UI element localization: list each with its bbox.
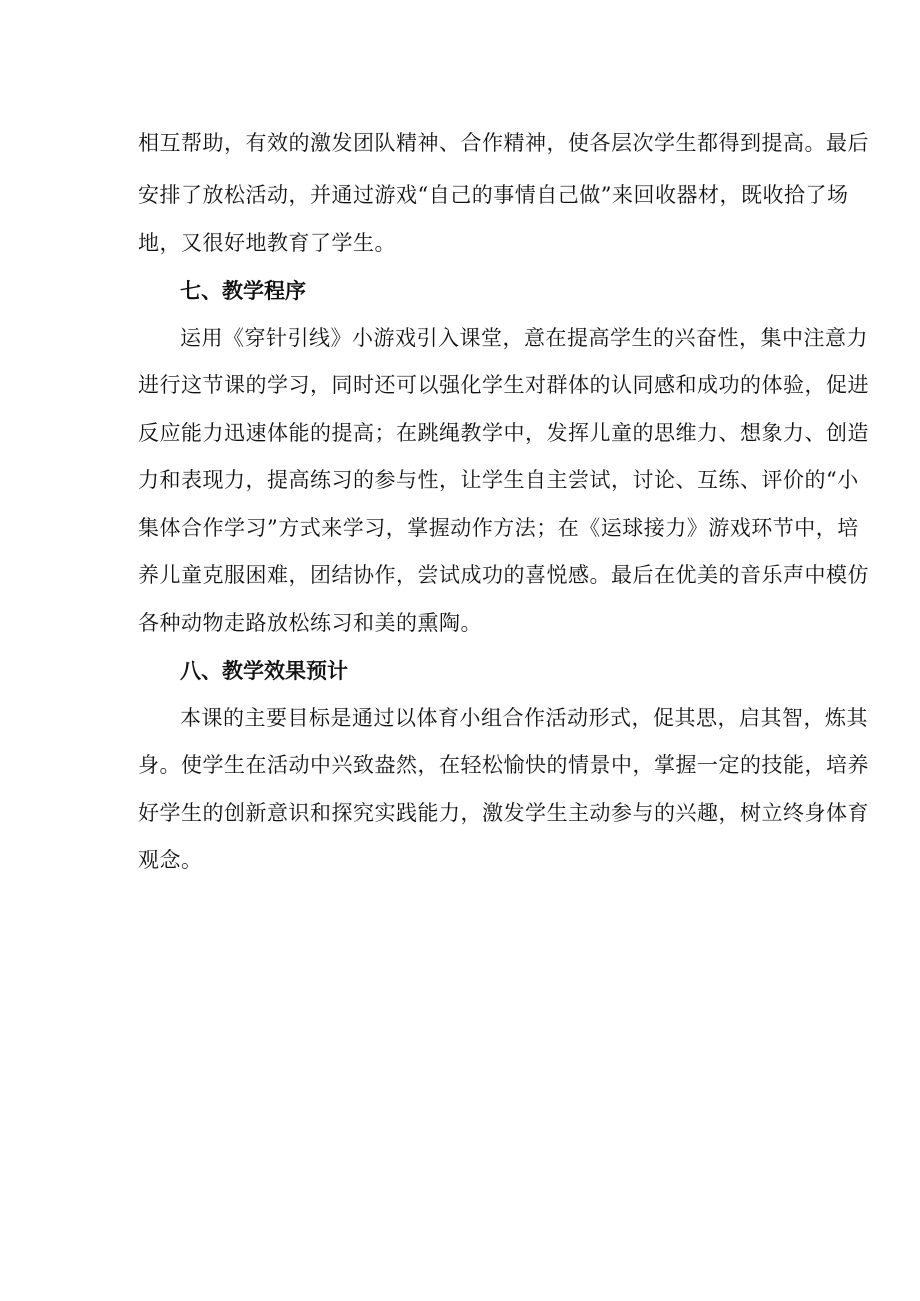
section-7-line-7: 各种动物走路放松练习和美的熏陶。 [138,611,482,635]
section-8-line-1: 本课的主要目标是通过以体育小组合作活动形式，促其思，启其智，炼其 [180,706,868,730]
paragraph-1-line-2: 安排了放松活动，并通过游戏“自己的事情自己做”来回收器材，既收拾了场 [138,183,849,207]
section-7-line-2: 进行这节课的学习，同时还可以强化学生对群体的认同感和成功的体验，促进 [138,373,869,397]
paragraph-1-line-1: 相互帮助，有效的激发团队精神、合作精神，使各层次学生都得到提高。最后 [138,131,869,155]
section-8-line-4: 观念。 [138,848,203,872]
section-7-line-5: 集体合作学习”方式来学习，掌握动作方法；在《运球接力》游戏环节中，培 [138,516,859,540]
paragraph-1-line-3: 地，又很好地教育了学生。 [138,231,396,255]
section-7-line-3: 反应能力迅速体能的提高；在跳绳教学中，发挥儿童的思维力、想象力、创造 [138,421,869,445]
section-7-line-6: 养儿童克服困难，团结协作，尝试成功的喜悦感。最后在优美的音乐声中模仿 [138,563,869,587]
section-8-heading: 八、教学效果预计 [180,659,348,683]
section-8-line-3: 好学生的创新意识和探究实践能力，激发学生主动参与的兴趣，树立终身体育 [138,801,869,825]
section-7-line-1: 运用《穿针引线》小游戏引入课堂，意在提高学生的兴奋性，集中注意力 [180,326,868,350]
section-8-line-2: 身。使学生在活动中兴致盎然，在轻松愉快的情景中，掌握一定的技能，培养 [138,753,869,777]
section-7-line-4: 力和表现力，提高练习的参与性，让学生自主尝试，讨论、互练、评价的“小 [138,468,859,492]
section-7-heading: 七、教学程序 [180,279,306,303]
